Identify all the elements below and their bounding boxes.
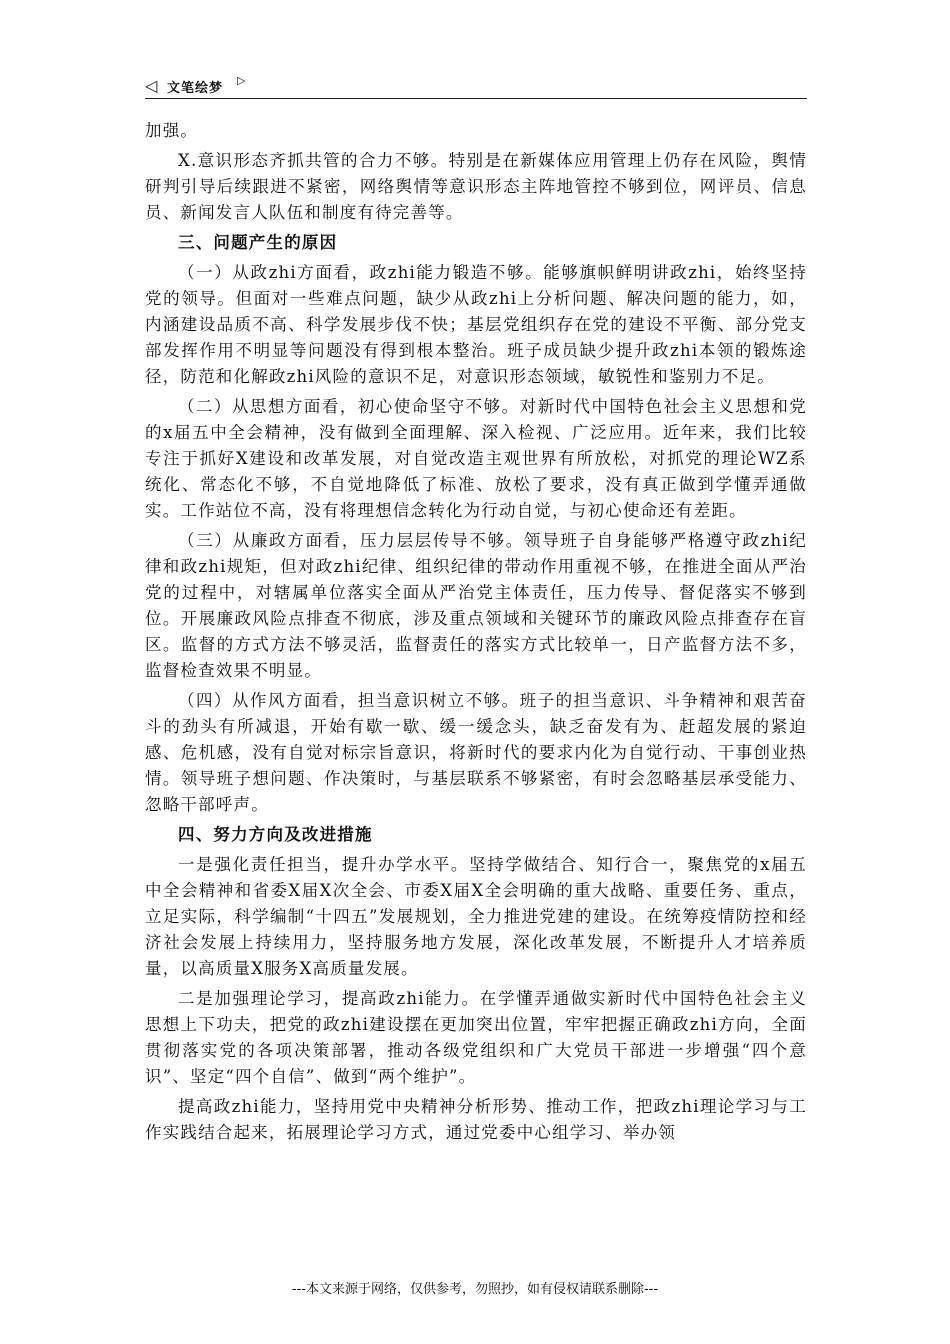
page-footer: ---本文来源于网络，仅供参考，勿照抄，如有侵权请联系删除--- [291, 1282, 659, 1297]
page-header [145, 74, 807, 99]
section-heading: 三、问题产生的原因 [178, 233, 338, 252]
paragraph: 一是强化责任担当，提升办学水平。坚持学做结合、知行合一，聚焦党的x届五中全会精神和省委X届X次全会、市委X届X全会明确的重大战略、重要任务、重点，立足实际，科学编制“十四五”发展规划，全力推进党建的建设。在统筹疫情防控和经济社会发展上持续用力，坚持服务地方发展，深化改革发展，不断提升人才培养质量，以高质量X服务X高质量发展。 [145, 855, 807, 978]
paragraph: X.意识形态齐抓共管的合力不够。特别是在新媒体应用管理上仍存在风险，舆情研判引导后续跟进不紧密，网络舆情等意识形态主阵地管控不够到位，网评员、信息员、新闻发言人队伍和制度有待完善等。 [145, 151, 807, 222]
document-body [145, 118, 807, 1150]
paragraph: 提高政zhi能力，坚持用党中央精神分析形势、推动工作，把政zhi理论学习与工作实践结合起来，拓展理论学习方式，通过党委中心组学习、举办领 [145, 1097, 807, 1142]
paragraph: （二）从思想方面看，初心使命坚守不够。对新时代中国特色社会主义思想和党的x届五中全会精神，没有做到全面理解、深入检视、广泛应用。近年来，我们比较专注于抓好X建设和改革发展，对自觉改造主观世界有所放松，对抓党的理论WZ系统化、常态化不够，不自觉地降低了标准、放松了要求，没有真正做到学懂弄通做实。工作站位不高，没有将理想信念转化为行动自觉，与初心使命还有差距。 [145, 397, 807, 520]
paragraph: （四）从作风方面看，担当意识树立不够。班子的担当意识、斗争精神和艰苦奋斗的劲头有所减退，开始有歇一歇、缓一缓念头，缺乏奋发有为、赶超发展的紧迫感、危机感，没有自觉对标宗旨意识，将新时代的要求内化为自觉行动、干事创业热情。领导班子想问题、作决策时，与基层联系不够紧密，有时会忽略基层承受能力、忽略干部呼声。 [145, 691, 807, 814]
paragraph: （三）从廉政方面看，压力层层传导不够。领导班子自身能够严格遵守政zhi纪律和政zhi规矩，但对政zhi纪律、组织纪律的带动作用重视不够，在推进全面从严治党的过程中，对辖属单位落实全面从严治党主体责任，压力传导、督促落实不够到位。开展廉政风险点排查不彻底，涉及重点领域和关键环节的廉政风险点排查存在盲区。监督的方式方法不够灵活，监督责任的落实方式比较单一，日产监督方法不多，监督检查效果不明显。 [145, 531, 807, 680]
paragraph: （一）从政zhi方面看，政zhi能力锻造不够。能够旗帜鲜明讲政zhi，始终坚持党的领导。但面对一些难点问题，缺少从政zhi上分析问题、解决问题的能力，如，内涵建设品质不高、科学发展步伐不快；基层党组织存在党的建设不平衡、部分党支部发挥作用不明显等问题没有得到根本整治。班子成员缺少提升政zhi本领的锻炼途径，防范和化解政zhi风险的意识不足，对意识形态领域，敏锐性和鉴别力不足。 [145, 263, 807, 386]
paragraph: 二是加强理论学习，提高政zhi能力。在学懂弄通做实新时代中国特色社会主义思想上下功夫，把党的政zhi建设摆在更加突出位置，牢牢把握正确政zhi方向，全面贯彻落实党的各项决策部署，推动各级党组织和广大党员干部进一步增强“四个意识”、坚定“四个自信”、做到“两个维护”。 [145, 989, 807, 1086]
section-heading: 四、努力方向及改进措施 [178, 825, 373, 844]
triangle-right-icon: ▷ [237, 74, 246, 87]
triangle-left-icon: ◁ [145, 76, 158, 95]
paragraph-continuation: 加强。 [145, 121, 199, 140]
header-brand: 文笔绘梦 [167, 81, 224, 96]
